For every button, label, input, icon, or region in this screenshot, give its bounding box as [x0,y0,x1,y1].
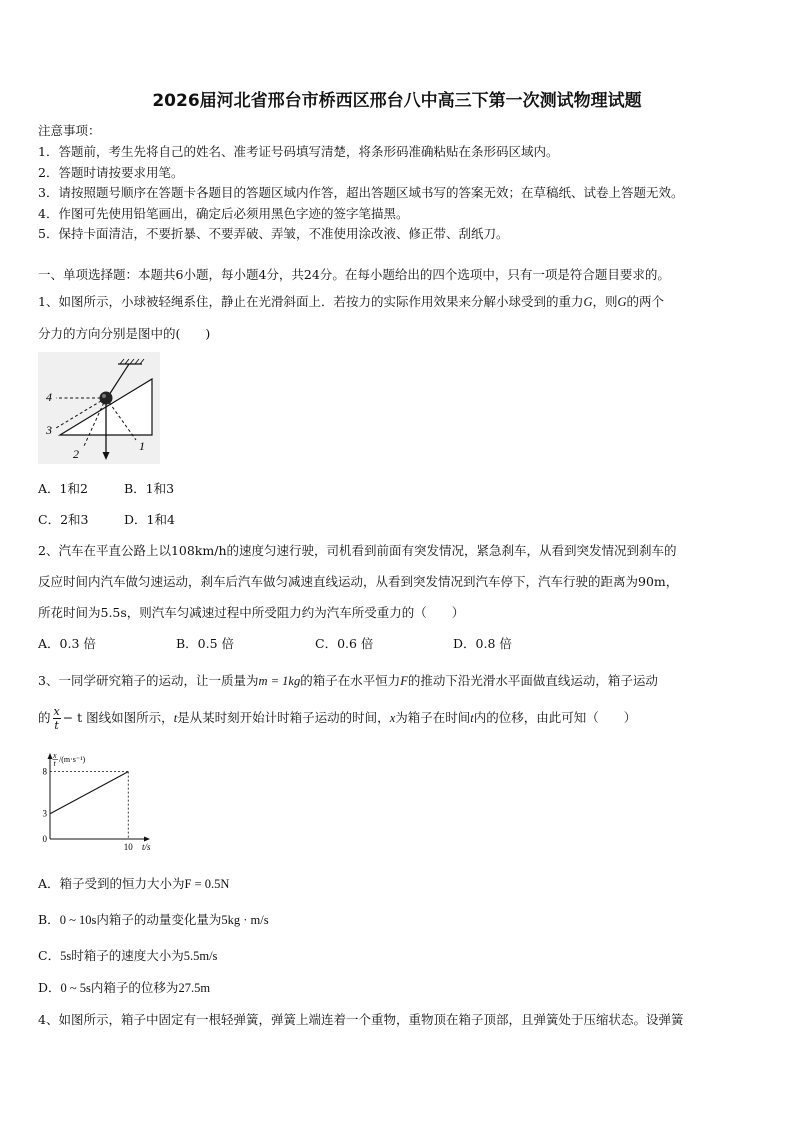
incline-figure [38,352,160,464]
q3-option-a: A．箱子受到的恒力大小为F = 0.5N [38,876,230,891]
q1-option-a: A．1和2 [38,481,88,496]
section-heading: 一、单项选择题：本题共6小题，每小题4分，共24分。在每小题给出的四个选项中，只有一项是符合题目要求的。 [38,267,670,282]
q1-option-b: B．1和3 [124,481,175,496]
question-4-text: 4、如图所示，箱子中固定有一根轻弹簧，弹簧上端连着一个重物，重物顶在箱子顶部，且弹簧处于压缩状态。设弹簧 [38,1012,684,1027]
y-axis-label-unit: /(m·s⁻¹) [59,755,86,764]
y-tick-label: 3 [42,808,47,819]
q1-option-c: C．2和3 [38,512,89,527]
y-axis-arrow [48,753,53,759]
q3-option-c: C．5s时箱子的速度大小为5.5m/s [38,948,218,963]
notice-item: 1．答题前，考生先将自己的姓名、准考证号码填写清楚，将条形码准确粘贴在条形码区域内。 [38,144,559,159]
y-axis-label-numerator: x [53,751,57,760]
figure-label-1: 1 [139,439,145,453]
q2-option-a: A．0.3 倍 [38,636,96,651]
question-3-text-2: 的 $\frac{x}{t}$ − t 图线如图所示，t是从某时刻开始计时箱子运动的时间，x为箱子在时间t内的位移，由此可知（ ） [38,705,637,732]
question-3-text: 3、一同学研究箱子的运动，让一质量为m = 1kg的箱子在水平恒力F的推动下沿光滑水平面做直线运动，箱子运动 [38,673,658,688]
question-1-text-2: 分力的方向分别是图中的( ) [38,326,211,341]
y-axis-label-denominator: t [53,759,56,768]
q3-option-b: B．0 ~ 10s内箱子的动量变化量为5kg · m/s [38,912,269,927]
q2-option-d: D．0.8 倍 [453,636,512,651]
q2-option-b: B．0.5 倍 [176,636,235,651]
notice-item: 4．作图可先使用铅笔画出，确定后必须用黑色字迹的签字笔描黑。 [38,206,409,221]
figure-label-2: 2 [73,447,79,461]
question-2-text: 2、汽车在平直公路上以108km/h的速度匀速行驶，司机看到前面有突发情况，紧急刹车，从看到突发情况到刹车的 [38,543,677,558]
question-2-text-2: 反应时间内汽车做匀速运动，刹车后汽车做匀减速直线运动，从看到突发情况到汽车停下，汽车行驶的距离为90m， [38,574,679,589]
question-1-text: 1、如图所示，小球被轻绳系住，静止在光滑斜面上．若按力的实际作用效果来分解小球受到的重力G，则G的两个 [38,294,665,309]
x-axis-arrow [144,837,150,842]
figure-label-3: 3 [46,423,52,437]
xt-t-chart [30,748,160,856]
y-tick-label: 8 [42,766,47,777]
x-axis-label: t/s [142,842,151,852]
q1-option-d: D．1和4 [124,512,175,527]
question-2-text-3: 所花时间为5.5s，则汽车匀减速过程中所受阻力约为汽车所受重力的（ ） [38,605,465,620]
q2-option-c: C．0.6 倍 [315,636,374,651]
notice-item: 5．保持卡面清洁，不要折暴、不要弄破、弄皱，不准使用涂改液、修正带、刮纸刀。 [38,226,509,241]
x-tick-label: 10 [123,842,133,852]
notice-item: 3．请按照题号顺序在答题卡各题目的答题区域内作答，超出答题区域书写的答案无效；在草稿纸、试卷上答题无效。 [38,185,684,200]
data-line [50,772,128,814]
origin-label: 0 [42,834,47,844]
x-over-t-fraction: $\frac{x}{t}$ [53,705,60,732]
notice-item: 2．答题时请按要求用笔。 [38,165,184,180]
page-title: 2026届河北省邢台市桥西区邢台八中高三下第一次测试物理试题 [152,91,642,111]
q3-option-d: D．0 ~ 5s内箱子的位移为27.5m [38,980,211,995]
notice-heading: 注意事项： [38,123,101,138]
figure-label-4: 4 [46,390,52,404]
